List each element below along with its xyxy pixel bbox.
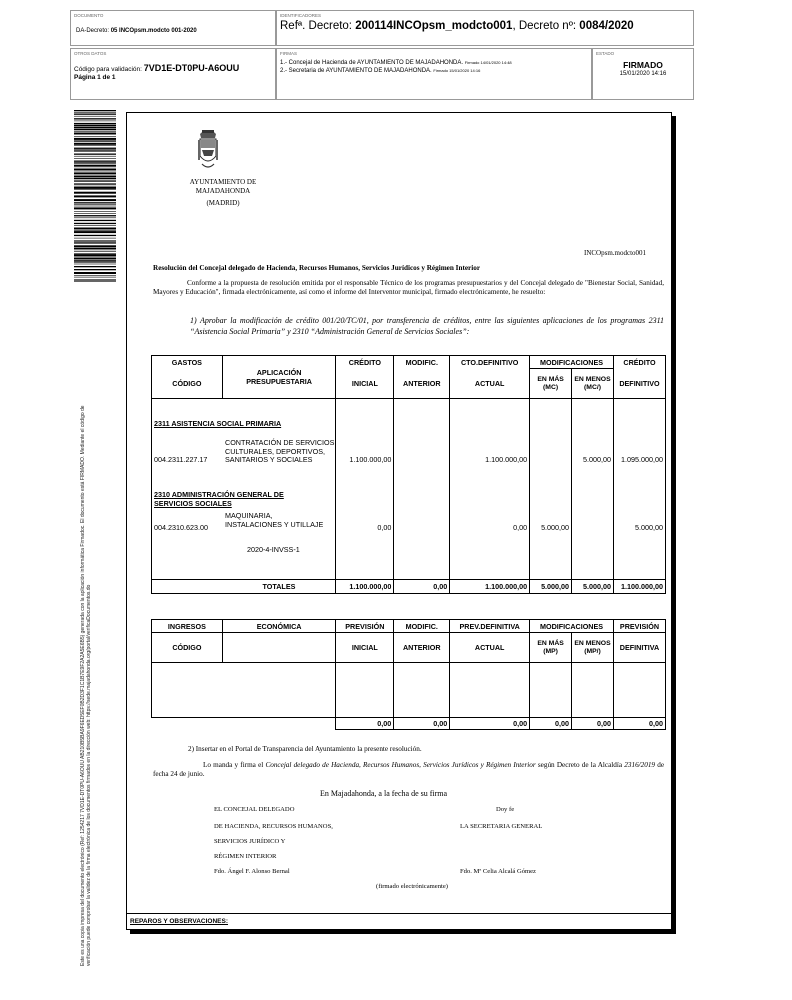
point-2: 2) Insertar en el Portal de Transparencia del Ayuntamiento la presente resolución.	[188, 745, 422, 753]
sig-left-5: Fdo. Ángel F. Alonso Bernal	[214, 868, 290, 875]
documento-label: DOCUMENTO	[74, 13, 104, 18]
row1-actual: 1.100.000,00	[485, 455, 528, 464]
header-firmas-box	[276, 48, 592, 100]
th-codigo: CÓDIGO	[152, 369, 223, 399]
th-definitivo: DEFINITIVO	[613, 369, 665, 399]
row2-extra: 2020-4-INVSS-1	[247, 545, 300, 554]
document-ref: INCOpsm.modcto001	[584, 249, 647, 257]
estado-date: 15/01/2020 14:16	[619, 71, 667, 77]
row1-menos: 5.000,00	[583, 455, 611, 464]
gastos-table	[151, 355, 666, 594]
resolution-title: Resolución del Concejal delegado de Hacienda, Recursos Humanos, Servicios Jurídicos y Régimen Interior	[153, 264, 481, 272]
row1-inicial: 1.100.000,00	[349, 455, 392, 464]
th-en-menos: EN MENOS (MC/)	[572, 369, 614, 399]
th-prev-def: PREV.DEFINITIVA	[450, 620, 530, 633]
th-actual: ACTUAL	[450, 369, 530, 399]
place-date: En Majadahonda, a la fecha de su firma	[320, 789, 448, 798]
th-credito: CRÉDITO	[336, 356, 394, 369]
sig-note: (firmado electrónicamente)	[376, 883, 448, 890]
th-ing-inicial: INICIAL	[336, 633, 394, 663]
firma-1: 1.- Concejal de Hacienda de AYUNTAMIENTO DE MAJADAHONDA. Firmado 14/01/2020 14:48	[280, 60, 512, 66]
section-2311: 2311 ASISTENCIA SOCIAL PRIMARIA	[154, 419, 282, 428]
th-en-mas: EN MÁS (MC)	[530, 369, 572, 399]
th-ing-actual: ACTUAL	[450, 633, 530, 663]
th-ingresos: INGRESOS	[152, 620, 223, 633]
tot-mas: 5.000,00	[530, 580, 572, 594]
ingresos-body-row	[152, 663, 666, 718]
documento-value: DA-Decreto: 05 INCOpsm.modcto 001-2020	[76, 28, 197, 34]
header-estado-box	[592, 48, 694, 100]
sig-left-1: EL CONCEJAL DELEGADO	[214, 806, 295, 813]
ayto-line-1: AYUNTAMIENTO DE	[189, 178, 257, 186]
sig-right-1: Doy fe	[496, 806, 515, 813]
gastos-totales-row	[152, 580, 666, 594]
row2-inicial: 0,00	[377, 523, 392, 532]
th-cto-def: CTO.DEFINITIVO	[450, 356, 530, 369]
side-text-line-2: verificación puede comprobar la validez de la firma electrónica de los documentos firmados en la dirección web: https://sede.majadahonda.org/portal/verificaDocumentos.do	[86, 584, 92, 966]
header-documento-box	[70, 10, 276, 46]
firmas-label: FIRMAS	[280, 51, 298, 56]
row1-definitivo: 1.095.000,00	[621, 455, 663, 464]
th-ing-definitiva: DEFINITIVA	[613, 633, 665, 663]
sig-left-3: SERVICIOS JURÍDICO Y	[214, 838, 286, 845]
th-prevision-2: PREVISIÓN	[613, 620, 665, 633]
ingresos-table	[151, 619, 666, 730]
ing-tot-menos: 0,00	[572, 718, 614, 730]
intro-paragraph: Conforme a la propuesta de resolución emitida por el responsable Técnico de los programas presupuestarios y del Concejal delegado de "Bienestar Social, Sanidad, Mayores y Educación", firmada electrónicamente, así como el informe del Interventor municipal, firmado electrónicamente, he resuelto:	[153, 279, 664, 297]
side-text-line-1: Este es una copia impresa del documento electrónico (Ref: 1254217 7VD1E-DT0PU-A6OUU AB210B5BA9F6ED5EF0B2D3F1C1B7E9F2A2A5E6B5) generada con la aplicación informática Firmadoc. El documento está FIRMADO. Mediante el código de	[80, 405, 86, 966]
ayto-line-3: (MADRID)	[206, 199, 240, 207]
coat-of-arms-icon	[196, 126, 220, 172]
row2-mas: 5.000,00	[541, 523, 570, 532]
ing-tot-actual: 0,00	[450, 718, 530, 730]
reparos-section: REPAROS Y OBSERVACIONES:	[127, 913, 671, 930]
section-2310: 2310 ADMINISTRACIÓN GENERAL DE SERVICIOS SOCIALES	[154, 490, 284, 508]
row1-aplicacion: CONTRATACIÓN DE SERVICIOS CULTURALES, DEPORTIVOS, SANITARIOS Y SOCIALES	[225, 438, 335, 464]
tot-inicial: 1.100.000,00	[336, 580, 394, 594]
row2-definitivo: 5.000,00	[635, 523, 663, 532]
identificadores-label: IDENTIFICADORES	[280, 13, 322, 18]
sig-right-2: LA SECRETARIA GENERAL	[460, 823, 543, 830]
barcode	[74, 110, 116, 282]
point-1: 1) Aprobar la modificación de crédito 001/20/TC/01, por transferencia de créditos, entre las siguientes aplicaciones de los programas 2311 “Asistencia Social Primaria” y 2310 “Administración General de Servicios Sociales”:	[190, 316, 664, 336]
row2-codigo: 004.2310.623.00	[154, 523, 208, 532]
verification-side-text	[80, 286, 92, 966]
ing-tot-definitiva: 0,00	[613, 718, 665, 730]
header-identificadores-box	[276, 10, 694, 46]
th-ing-modificaciones: MODIFICACIONES	[530, 620, 614, 633]
th-economica: ECONÓMICA	[222, 620, 336, 633]
th-modificaciones: MODIFICACIONES	[530, 356, 614, 369]
th-ing-modific: MODIFIC.	[394, 620, 450, 633]
row1-codigo: 004.2311.227.17	[154, 455, 208, 464]
firma-2: 2.- Secretaria de AYUNTAMIENTO DE MAJADAHONDA. Firmado 15/01/2020 14:16	[280, 68, 481, 74]
th-prevision: PREVISIÓN	[336, 620, 394, 633]
row2-actual: 0,00	[513, 523, 528, 532]
tot-menos: 5.000,00	[572, 580, 614, 594]
tot-definitivo: 1.100.000,00	[613, 580, 665, 594]
ayto-line-2: MAJADAHONDA	[195, 187, 251, 195]
estado-value: FIRMADO	[623, 60, 663, 70]
otros-label: OTROS DATOS	[74, 51, 107, 56]
tot-anterior: 0,00	[394, 580, 450, 594]
validation-code: Código para validación: 7VD1E-DT0PU-A6OUU	[74, 63, 240, 73]
th-credito-2: CRÉDITO	[613, 356, 665, 369]
ingresos-totales-row	[152, 718, 666, 730]
th-gastos: GASTOS	[152, 356, 223, 369]
sig-left-2: DE HACIENDA, RECURSOS HUMANOS,	[214, 823, 333, 830]
closing-paragraph: Lo manda y firma el Concejal delegado de Hacienda, Recursos Humanos, Servicios Jurídicos y Régimen Interior según Decreto de la Alcaldía 2316/2019 de fecha 24 de junio.	[153, 761, 665, 779]
th-modific: MODIFIC.	[394, 356, 450, 369]
th-inicial: INICIAL	[336, 369, 394, 399]
row2-aplicacion: MAQUINARIA, INSTALACIONES Y UTILLAJE	[225, 511, 324, 529]
th-ing-en-mas: EN MÁS (MP)	[530, 633, 572, 663]
sig-right-3: Fdo. Mª Celia Alcalá Gómez	[460, 868, 536, 875]
gastos-body-row	[152, 399, 666, 580]
ing-tot-inicial: 0,00	[336, 718, 394, 730]
ing-tot-mas: 0,00	[530, 718, 572, 730]
th-ing-en-menos: EN MENOS (MP/)	[572, 633, 614, 663]
sig-left-4: RÉGIMEN INTERIOR	[214, 853, 277, 860]
decree-reference: Refª. Decreto: 200114INCOpsm_modcto001, Decreto nº: 0084/2020	[280, 20, 634, 32]
totales-label: TOTALES	[152, 580, 336, 594]
th-aplicacion: APLICACIÓN PRESUPUESTARIA	[222, 356, 336, 399]
page-count: Página 1 de 1	[74, 74, 116, 81]
th-anterior: ANTERIOR	[394, 369, 450, 399]
ayuntamiento-name	[178, 178, 268, 208]
th-ing-codigo: CÓDIGO	[152, 633, 223, 663]
th-ing-anterior: ANTERIOR	[394, 633, 450, 663]
header-otros-box	[70, 48, 276, 100]
tot-actual: 1.100.000,00	[450, 580, 530, 594]
estado-label: ESTADO	[596, 51, 615, 56]
ing-tot-anterior: 0,00	[394, 718, 450, 730]
